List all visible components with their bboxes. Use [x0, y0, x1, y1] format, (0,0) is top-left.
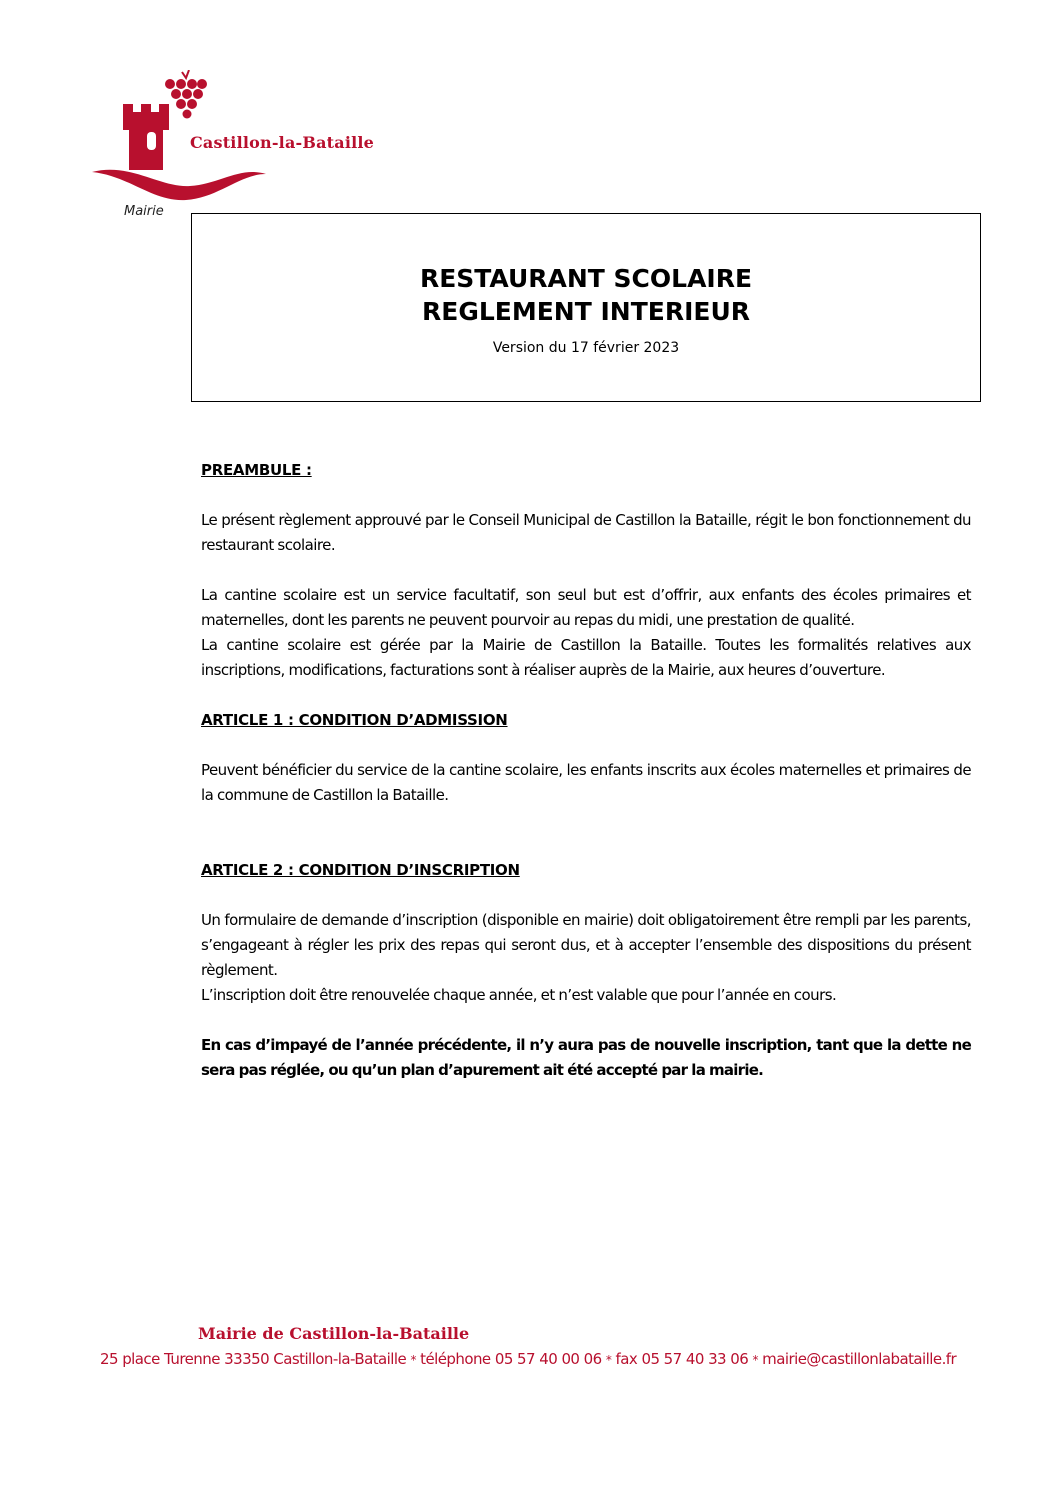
preambule-paragraph-1: Le présent règlement approuvé par le Conseil Municipal de Castillon la Bataille, régit le bon fonctionnement du restaurant scolaire. [201, 511, 971, 554]
article2-paragraph-1: Un formulaire de demande d’inscription (disponible en mairie) doit obligatoirement être rempli par les parents, s’engageant à régler les prix des repas qui seront dus, et à accepter l’ensemble des dispositions du présent règlement. [201, 911, 971, 979]
separator-star: * [410, 1353, 416, 1367]
preambule-heading: PREAMBULE : [201, 461, 312, 479]
tower-icon [123, 104, 169, 170]
article2-paragraph-3: En cas d’impayé de l’année précédente, il n’y aura pas de nouvelle inscription, tant que la dette ne sera pas réglée, ou qu’un plan d’apurement ait été accepté par la mairie. [201, 1036, 971, 1079]
article2-paragraph-2: L’inscription doit être renouvelée chaque année, et n’est valable que pour l’année en cours. [201, 986, 837, 1004]
title-box [191, 213, 981, 402]
footer-phone: téléphone 05 57 40 00 06 [420, 1350, 602, 1368]
separator-star: * [605, 1353, 612, 1367]
document-title-line1: RESTAURANT SCOLAIRE [419, 264, 753, 293]
grapes-icon [165, 70, 207, 119]
footer-contact [100, 1350, 956, 1368]
footer-address: 25 place Turenne 33350 Castillon-la-Bataille [100, 1350, 407, 1368]
footer-email-link[interactable]: mairie@castillonlabataille.fr [762, 1350, 957, 1368]
logo-subtitle: Mairie [124, 204, 164, 219]
preambule-paragraph-2: La cantine scolaire est un service facultatif, son seul but est d’offrir, aux enfants des écoles primaires et maternelles, dont les parents ne peuvent pourvoir au repas du midi, une prestation de qualité. [201, 586, 971, 629]
document-title-line2: REGLEMENT INTERIEUR [421, 297, 751, 326]
article2-heading: ARTICLE 2 : CONDITION D’INSCRIPTION [201, 861, 520, 879]
footer-organization: Mairie de Castillon-la-Bataille [198, 1324, 470, 1343]
preambule-paragraph-3: La cantine scolaire est gérée par la Mairie de Castillon la Bataille. Toutes les formalités relatives aux inscriptions, modifications, facturations sont à réaliser auprès de la Mairie, aux heures d’ouverture. [201, 636, 971, 679]
swoosh-icon [92, 170, 266, 200]
logo-town-name: Castillon-la-Bataille [190, 133, 375, 152]
article1-paragraph-1: Peuvent bénéficier du service de la cantine scolaire, les enfants inscrits aux écoles maternelles et primaires de la commune de Castillon la Bataille. [201, 761, 971, 804]
document-body [201, 458, 971, 1083]
article1-heading: ARTICLE 1 : CONDITION D’ADMISSION [201, 711, 508, 729]
document-version: Version du 17 février 2023 [492, 340, 680, 356]
footer-fax: fax 05 57 40 33 06 [615, 1350, 749, 1368]
separator-star: * [752, 1353, 758, 1367]
